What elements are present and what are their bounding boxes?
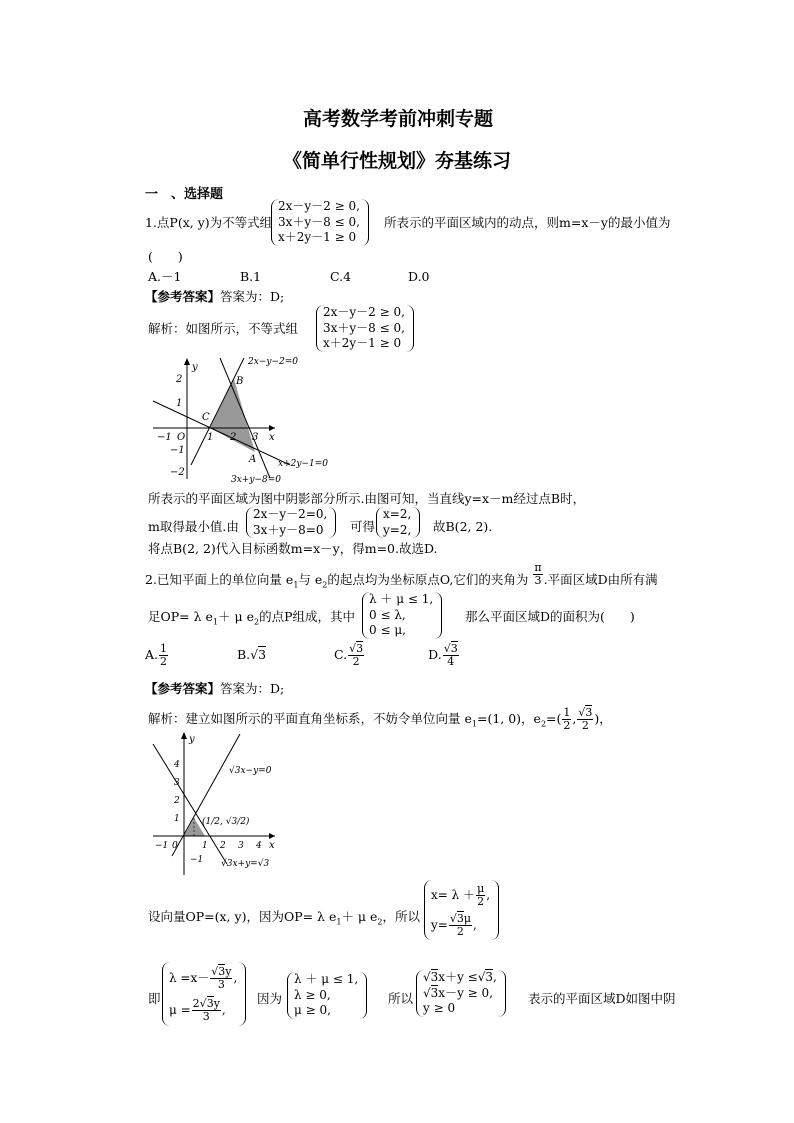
q2-cond-3: 0 ≤ μ, [369, 623, 406, 637]
q2-axis-y-label: y [189, 734, 195, 745]
q2-angle-num: π [534, 561, 542, 574]
q2-line1-a: 与 e [298, 572, 323, 587]
q1-x-arrow [269, 425, 275, 431]
q1-solution-system [376, 507, 420, 538]
q2-xtick-3: 1 [202, 841, 208, 851]
q2-so-2: √3x－y ≥ 0, [423, 985, 493, 1000]
q1-ineq-3: x＋2y－1 ≥ 0 [278, 230, 357, 244]
q2-line1-b: 的起点均为坐标原点O,它们的夹角为 [327, 572, 529, 587]
q1-sol-y: y=2, [383, 522, 412, 537]
q2-ie-pre: 即 [148, 991, 161, 1006]
q2-option-a: A. $\frac{1}{2}$ [145, 642, 168, 668]
q2-so-3: y ≥ 0 [423, 1001, 456, 1015]
q2-cond-2: 0 ≤ λ, [369, 607, 406, 622]
q2-system [362, 592, 442, 639]
q1-analysis-system [316, 305, 414, 352]
q1-point-c-label: C [202, 412, 210, 423]
q2-xtick-1: −1 [155, 841, 169, 851]
q1-point-a-label: A [249, 454, 257, 465]
q2-answer [145, 680, 284, 697]
q1-analysis-line2-mid: 可得 [350, 519, 376, 534]
q2-tail: 表示的平面区域D如图中阴 [528, 991, 676, 1006]
q2-angle-den: 3 [534, 574, 542, 587]
q2-cause-1: λ ＋ μ ≤ 1, [294, 972, 359, 986]
q2-line-sqrt3x-y [172, 734, 240, 856]
q1-ytick-3: −1 [170, 445, 185, 456]
q2-ie-lambda: λ =x－ $\frac{√3y}{3}$ , [169, 965, 238, 991]
q1-analysis-line2-post: 故B(2, 2). [433, 519, 493, 534]
q2-line2-text: 足OP= λ e [148, 609, 213, 624]
q1-point-b-label: B [236, 376, 244, 387]
q2-ytick-2: 3 [174, 778, 180, 788]
q2-line2-post: 那么平面区域D的面积为( ) [465, 609, 635, 624]
q1-xtick-1: −1 [157, 432, 172, 443]
q1-analysis-line1: 所表示的平面区域为图中阴影部分所示.由图可知，当直线y=x－m经过点B时， [148, 491, 586, 506]
q2-set-y: y= $\frac{√3\mu}{2}$ , [431, 912, 477, 938]
q1-line-label-1: 2x−y−2=0 [248, 357, 298, 367]
page-title: 高考数学考前冲刺专题 [303, 108, 494, 130]
q2-set-system [424, 880, 499, 940]
q2-cause: 因为 [257, 991, 283, 1006]
q1-line-label-2: x+2y−1=0 [278, 459, 328, 469]
q2-so-system [416, 970, 506, 1017]
q1-ineq-2: 3x＋y－8 ≤ 0, [278, 214, 360, 229]
q1-y-arrow [184, 358, 190, 365]
q1-xtick-4: 3 [252, 432, 259, 443]
page-subtitle: 《简单行性规划》夯基练习 [283, 150, 512, 172]
q2-xtick-5: 3 [238, 841, 244, 851]
q1-option-d: D.0 [408, 269, 430, 284]
q2-ie-system [162, 962, 246, 1026]
q1-ytick-4: −2 [170, 467, 185, 478]
q1-axis-y-label: y [192, 362, 198, 373]
q2-line1-post: .平面区域D由所有满 [543, 572, 658, 587]
q2-y-arrow [181, 732, 187, 739]
q2-xtick-6: 4 [256, 841, 262, 851]
q1-answer-tag: 【参考答案】 [145, 289, 221, 304]
q2-line1: 2.已知平面上的单位向量 $e_1$与 $e_2$的起点均为坐标原点O,它们的夹角为 $\frac{\pi}{3}$ .平面区域D由所有满 [145, 561, 658, 590]
q1-ytick-2: 1 [176, 398, 183, 409]
q2-line1-pre: 2.已知平面上的单位向量 e [145, 572, 294, 587]
q2-set-x: x= λ ＋ $\frac{\mu}{2}$ , [431, 882, 491, 908]
q2-ytick-4: 1 [174, 814, 180, 824]
q2-point-label: (1/2, √3/2) [202, 817, 250, 827]
q2-ytick-1: 4 [174, 760, 180, 770]
q2-cause-system [287, 972, 367, 1019]
q1-origin-label: O [177, 432, 186, 443]
q1-answer-text: 答案为：D; [220, 289, 285, 304]
q1-line-label-3: 3x+y−8=0 [231, 475, 281, 485]
q2-line-label-1: √3x−y=0 [229, 766, 272, 776]
q2-xtick-2: 0 [172, 841, 178, 851]
q1-eq-1: 2x－y－2=0, [253, 507, 328, 521]
q2-so: 所以 [388, 991, 414, 1006]
q1-axis-x-label: x [269, 432, 275, 443]
q1-option-c: C.4 [330, 269, 352, 284]
q2-ytick-5: −1 [190, 855, 204, 865]
q2-so-1: √3x＋y ≤√3, [423, 970, 497, 984]
q1-ytick-1: 2 [176, 374, 183, 385]
q2-line2-a: ＋ μ e [218, 609, 254, 624]
q2-line-label-2: √3x+y=√3 [221, 859, 270, 869]
q2-axis-x-label: x [269, 840, 275, 851]
q1-a-ineq-1: 2x－y－2 ≥ 0, [323, 305, 405, 319]
q1-graph [145, 352, 345, 487]
q1-eq-2: 3x＋y－8=0 [253, 522, 324, 537]
q1-xtick-2: 1 [207, 432, 214, 443]
q1-a-ineq-3: x＋2y－1 ≥ 0 [323, 336, 402, 350]
q1-answer [145, 288, 284, 305]
q2-option-c: C. $\frac{√3}{2}$ [334, 642, 364, 668]
q2-cause-3: μ ≥ 0, [294, 1003, 331, 1017]
q1-analysis-line3: 将点B(2, 2)代入目标函数m=x－y，得m=0.故选D. [148, 541, 438, 556]
q1-xtick-3: 2 [230, 432, 237, 443]
q2-option-d: D. $\frac{√3}{4}$ [428, 642, 458, 668]
q1-line2-system [246, 507, 336, 538]
q1-a-ineq-2: 3x＋y－8 ≤ 0, [323, 320, 405, 335]
q1-option-a: A.－1 [148, 269, 182, 284]
q1-analysis-line2-pre: m取得最小值.由 [148, 519, 239, 534]
q2-analysis: 解析：建立如图所示的平面直角坐标系，不妨令单位向量 $e_1=(1$, 0)，$e_2=$( $\frac{1}{2}$ , $\frac{√3}{2}$ )， [148, 706, 612, 732]
q2-angle-fraction [533, 562, 542, 587]
q2-line2-b: 的点P组成，其中 [259, 609, 355, 624]
q1-stem-pre: 1.点P(x, y)为不等式组 [145, 215, 273, 230]
q1-sol-x: x=2, [383, 507, 412, 521]
section-heading: 一 、选择题 [145, 187, 224, 202]
q2-answer-tag: 【参考答案】 [145, 681, 221, 696]
q2-ie-mu: μ = $\frac{2√3y}{3}$ , [169, 997, 226, 1023]
q1-system [271, 199, 369, 246]
q1-stem-post: 所表示的平面区域内的动点，则m=x－y的最小值为 [384, 215, 671, 230]
q2-xtick-4: 2 [220, 841, 226, 851]
q2-set-vector: 设向量OP=(x, y)，因为OP= λ $e_1+ \mu$ $e_2$，所以 [148, 909, 421, 927]
q2-line2-pre: 足OP= λ $e_1+ \mu$ $e_2$的点P组成，其中 [148, 609, 355, 627]
q2-cause-2: λ ≥ 0, [294, 987, 331, 1002]
q2-answer-text: 答案为：D; [220, 681, 285, 696]
q1-paren: ( ) [148, 249, 183, 264]
q2-option-b: B.√3 [236, 647, 267, 662]
q2-options [145, 643, 460, 668]
q1-analysis-pre: 解析：如图所示，不等式组 [148, 321, 299, 336]
q1-option-b: B.1 [240, 269, 262, 284]
q2-x-arrow [269, 833, 275, 839]
q2-ytick-3: 2 [174, 796, 180, 806]
q1-ineq-1: 2x－y－2 ≥ 0, [278, 199, 360, 213]
q2-cond-1: λ ＋ μ ≤ 1, [369, 592, 434, 606]
q2-graph [145, 730, 315, 875]
